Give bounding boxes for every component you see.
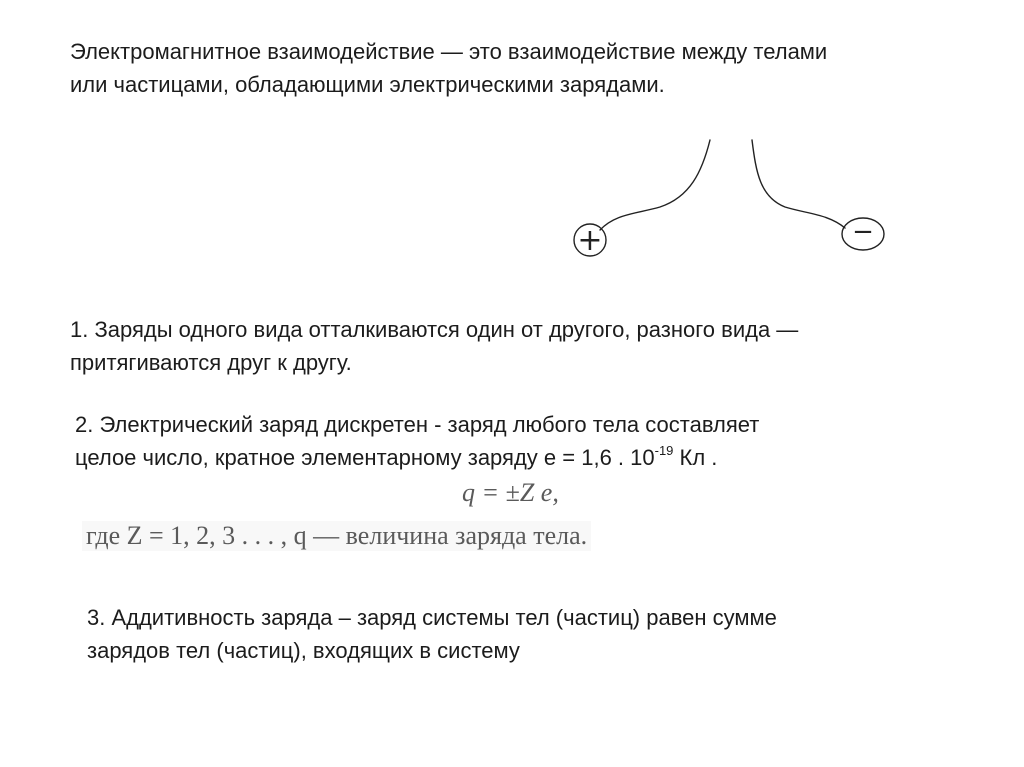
rule-2-line-2-text: целое число, кратное элементарному заряду e = 1,6 . 10 <box>75 445 655 470</box>
rule-3-line-2: зарядов тел (частиц), входящих в систему <box>87 638 520 663</box>
intro-definition <box>70 35 827 101</box>
rule-3 <box>87 601 777 667</box>
charge-formula: q = ±Z e, <box>462 478 559 507</box>
formula-explanation: где Z = 1, 2, 3 . . . , q — величина заряда тела. <box>82 521 591 551</box>
elementary-charge-exponent: -19 <box>654 442 674 458</box>
left-thread <box>600 140 710 230</box>
intro-line-2: или частицами, обладающими электрическими зарядами. <box>70 72 665 97</box>
right-thread <box>752 140 845 228</box>
rule-1-line-2: притягиваются друг к другу. <box>70 350 352 375</box>
rule-2 <box>75 408 759 474</box>
intro-line-1: Электромагнитное взаимодействие — это взаимодействие между телами <box>70 39 828 64</box>
rule-2-unit: Кл . <box>673 445 718 470</box>
rule-3-line-1: 3. Аддитивность заряда – заряд системы тел (частиц) равен сумме <box>87 605 777 630</box>
positive-sign: + <box>577 223 603 258</box>
rule-1 <box>70 313 798 379</box>
rule-2-line-1: 2. Электрический заряд дискретен - заряд любого тела составляет <box>75 412 760 437</box>
negative-sign: − <box>852 217 874 247</box>
rule-2-line-2 <box>75 441 759 474</box>
rule-1-line-1: 1. Заряды одного вида отталкиваются один от другого, разного вида — <box>70 317 799 342</box>
charge-threads-diagram <box>560 132 900 267</box>
